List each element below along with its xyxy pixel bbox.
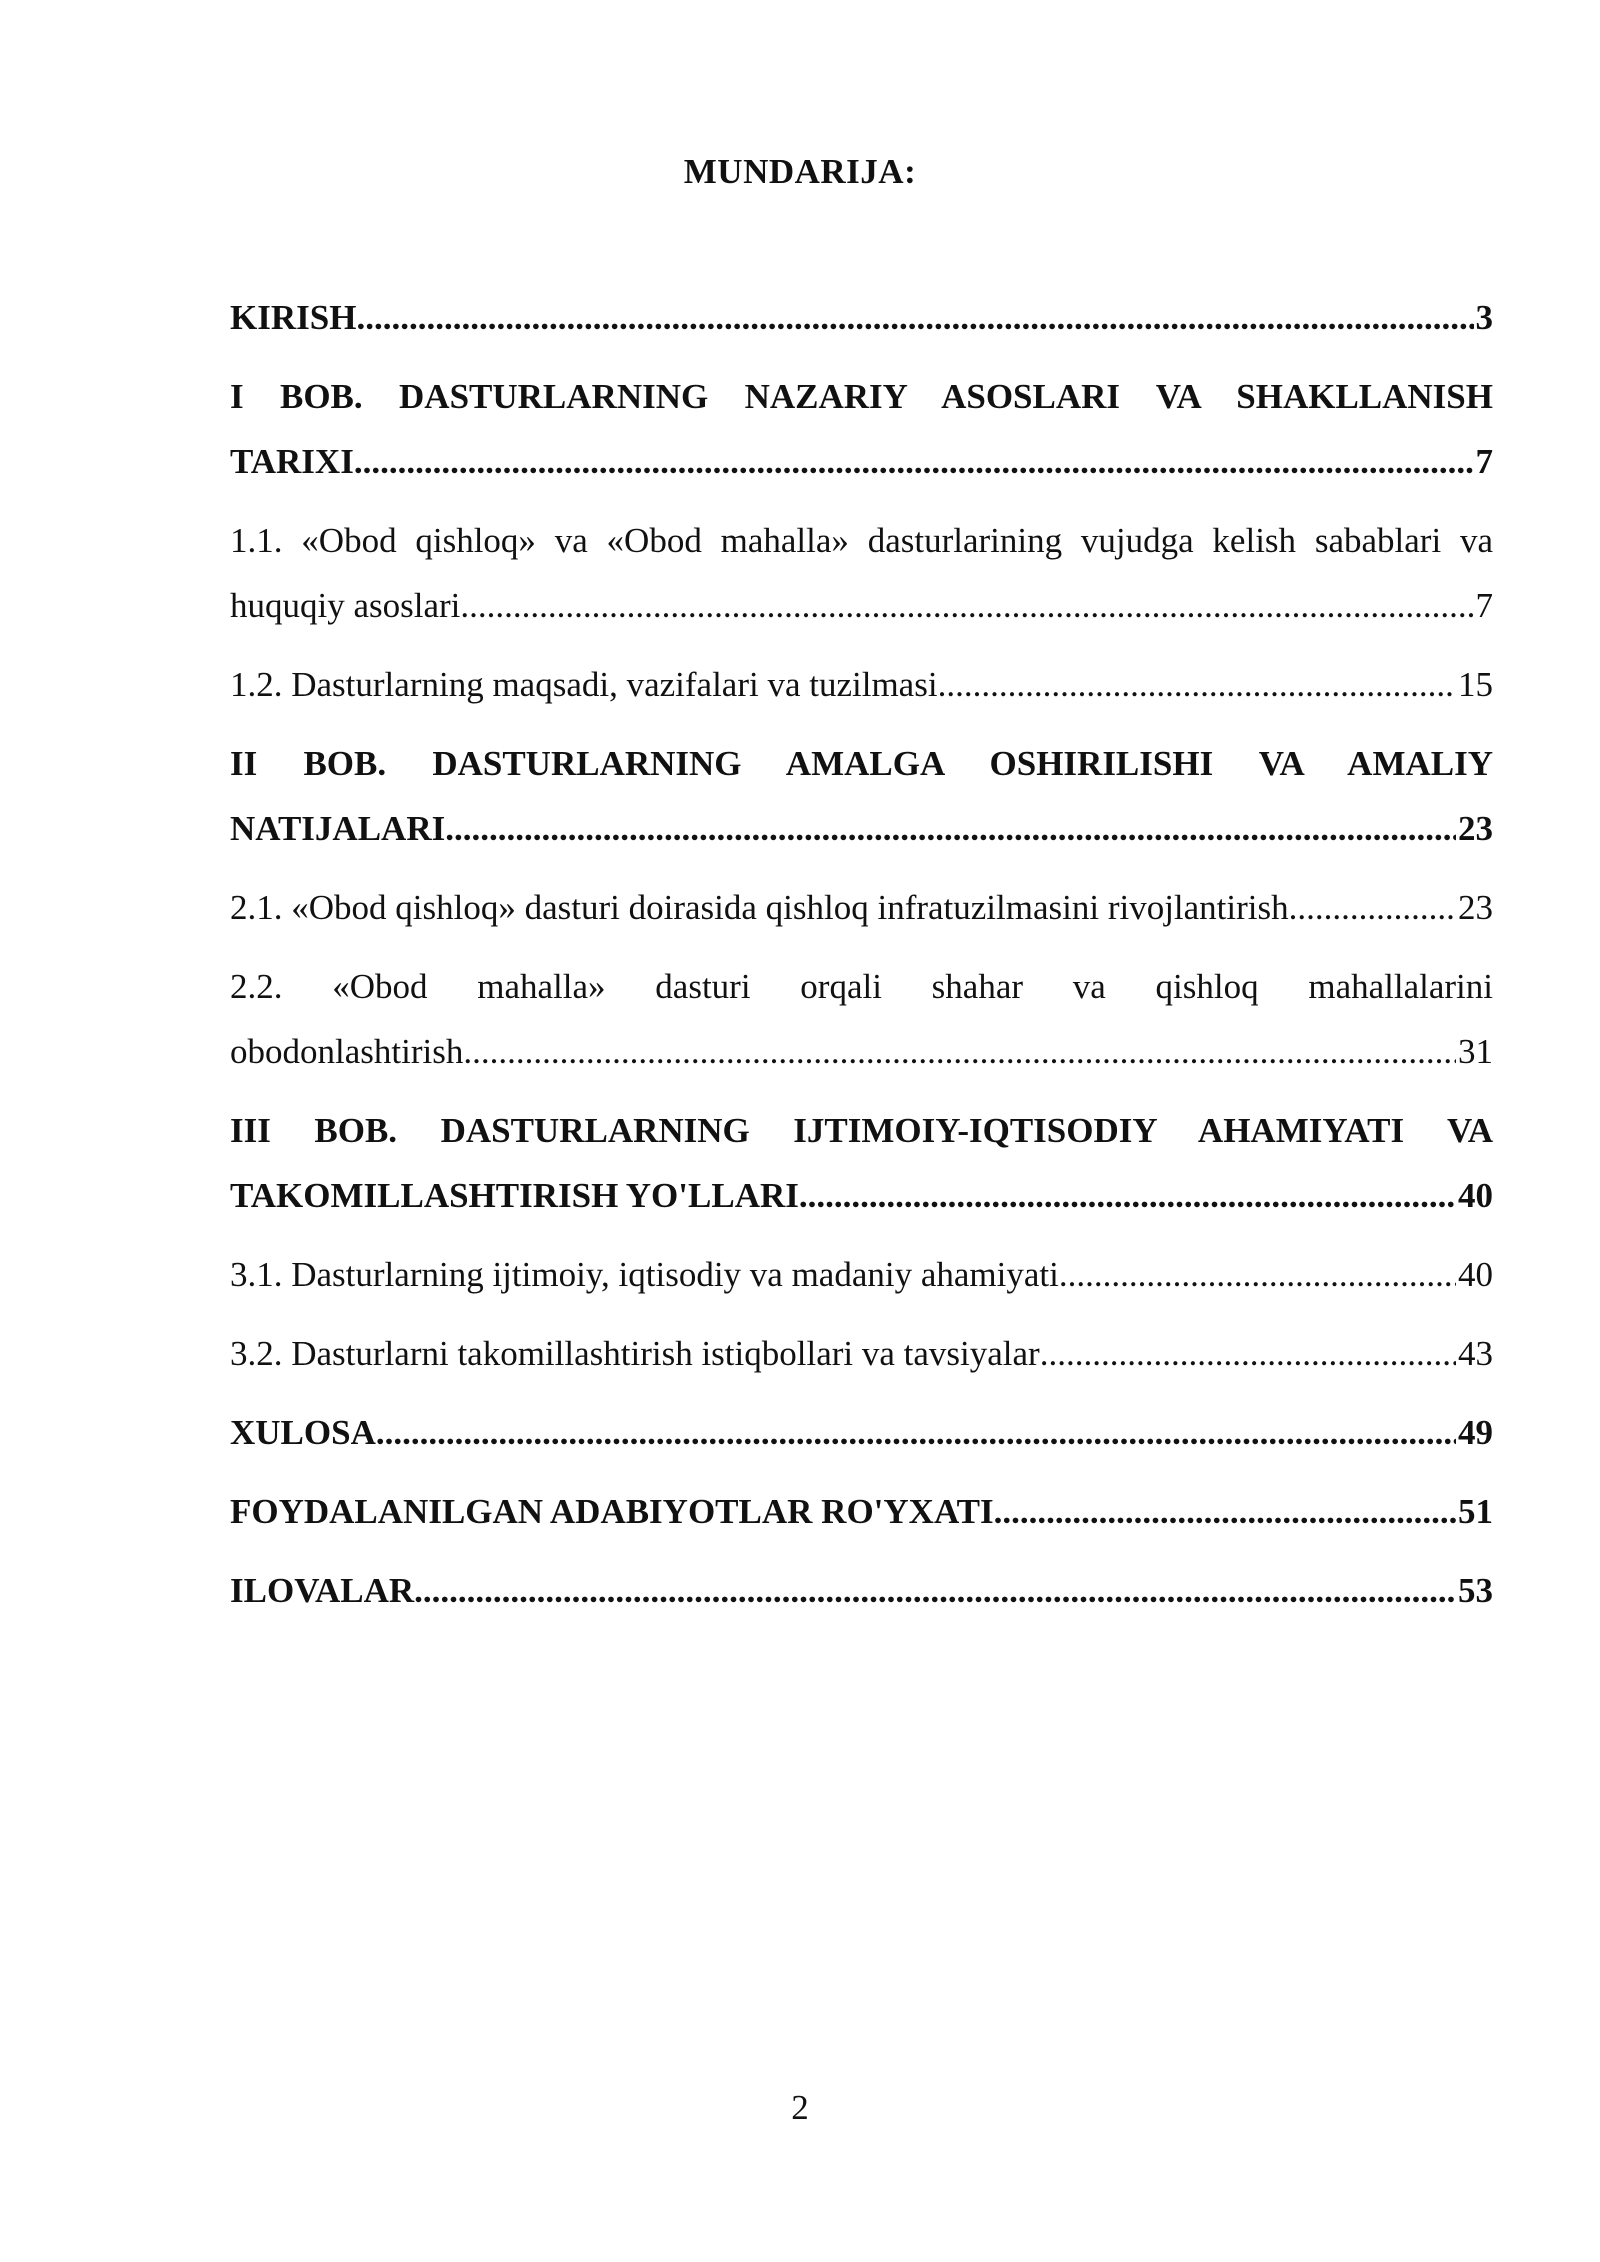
toc-entry-3-2[interactable] [230, 1321, 1493, 1386]
toc-page-number: 40 [1458, 1176, 1493, 1215]
toc-page-number: 40 [1458, 1255, 1493, 1294]
toc-leader-dots [460, 573, 1473, 638]
toc-entry-title: 3.1. Dasturlarning ijtimoiy, iqtisodiy va madaniy ahamiyati [230, 1255, 1059, 1294]
toc-entry-2-2[interactable] [230, 954, 1493, 1084]
toc-entry-title: XULOSA [230, 1413, 376, 1452]
toc-entry-title-lead: III BOB. DASTURLARNING IJTIMOIY-IQTISODIY AHAMIYATI VA [230, 1111, 1493, 1150]
toc-entry-1-2[interactable] [230, 652, 1493, 717]
toc-entry-title-lead: 1.1. «Obod qishloq» va «Obod mahalla» dasturlarining vujudga kelish sabablari va [230, 521, 1493, 560]
toc-entry-ilovalar[interactable] [230, 1558, 1493, 1623]
toc-leader-dots [414, 1558, 1456, 1623]
toc-leader-dots [1289, 875, 1456, 940]
toc-entry-adabiyotlar[interactable] [230, 1479, 1493, 1544]
toc-entry-2-1[interactable] [230, 875, 1493, 940]
toc-leader-dots [445, 796, 1456, 861]
toc-leader-dots [463, 1019, 1456, 1084]
toc-entry-1-1[interactable] [230, 508, 1493, 638]
toc-entry-title: 3.2. Dasturlarni takomillashtirish istiqbollari va tavsiyalar [230, 1334, 1040, 1373]
toc-entry-xulosa[interactable] [230, 1400, 1493, 1465]
toc-page-number: 15 [1458, 665, 1493, 704]
toc-leader-dots [1059, 1242, 1456, 1307]
toc-page-number: 7 [1475, 442, 1493, 481]
toc-leader-dots [994, 1479, 1456, 1544]
toc-page-number: 23 [1458, 888, 1493, 927]
toc-entry-title: TARIXI [230, 442, 354, 481]
page-title: MUNDARIJA: [683, 152, 917, 191]
toc-leader-dots [376, 1400, 1456, 1465]
toc-page-number: 53 [1458, 1571, 1493, 1610]
toc-entry-title: obodonlashtirish [230, 1032, 464, 1071]
toc-entry-kirish[interactable] [230, 285, 1493, 350]
toc-page-number: 49 [1458, 1413, 1493, 1452]
toc-entry-title: KIRISH [230, 298, 357, 337]
toc-entry-chapter-3[interactable] [230, 1098, 1493, 1228]
toc-entry-title: 2.1. «Obod qishloq» dasturi doirasida qishloq infratuzilmasini rivojlantirish [230, 888, 1289, 927]
toc-entry-title: huquqiy asoslari [230, 586, 461, 625]
toc-entry-title: TAKOMILLASHTIRISH YO'LLARI [230, 1176, 799, 1215]
toc-page-number: 51 [1458, 1492, 1493, 1531]
toc-leader-dots [1040, 1321, 1456, 1386]
toc-page-number: 43 [1458, 1334, 1493, 1373]
toc-entry-title: 1.2. Dasturlarning maqsadi, vazifalari va tuzilmasi [230, 665, 938, 704]
toc-entry-title-lead: 2.2. «Obod mahalla» dasturi orqali shahar va qishloq mahallalarini [230, 967, 1493, 1006]
toc-entry-chapter-1[interactable] [230, 364, 1493, 494]
toc-entry-title-lead: II BOB. DASTURLARNING AMALGA OSHIRILISHI VA AMALIY [230, 744, 1493, 783]
toc-leader-dots [356, 285, 1473, 350]
table-of-contents [230, 285, 1493, 1637]
toc-entry-3-1[interactable] [230, 1242, 1493, 1307]
toc-page-number: 7 [1475, 586, 1493, 625]
toc-leader-dots [938, 652, 1456, 717]
toc-entry-title: NATIJALARI [230, 809, 446, 848]
toc-entry-title-lead: I BOB. DASTURLARNING NAZARIY ASOSLARI VA SHAKLLANISH [230, 377, 1493, 416]
toc-page-number: 23 [1458, 809, 1493, 848]
toc-entry-title: ILOVALAR [230, 1571, 415, 1610]
page-number: 2 [791, 2088, 809, 2127]
toc-entry-chapter-2[interactable] [230, 731, 1493, 861]
toc-page-number: 31 [1458, 1032, 1493, 1071]
toc-page-number: 3 [1475, 298, 1493, 337]
toc-leader-dots [799, 1163, 1456, 1228]
toc-leader-dots [354, 429, 1474, 494]
toc-entry-title: FOYDALANILGAN ADABIYOTLAR RO'YXATI [230, 1492, 994, 1531]
